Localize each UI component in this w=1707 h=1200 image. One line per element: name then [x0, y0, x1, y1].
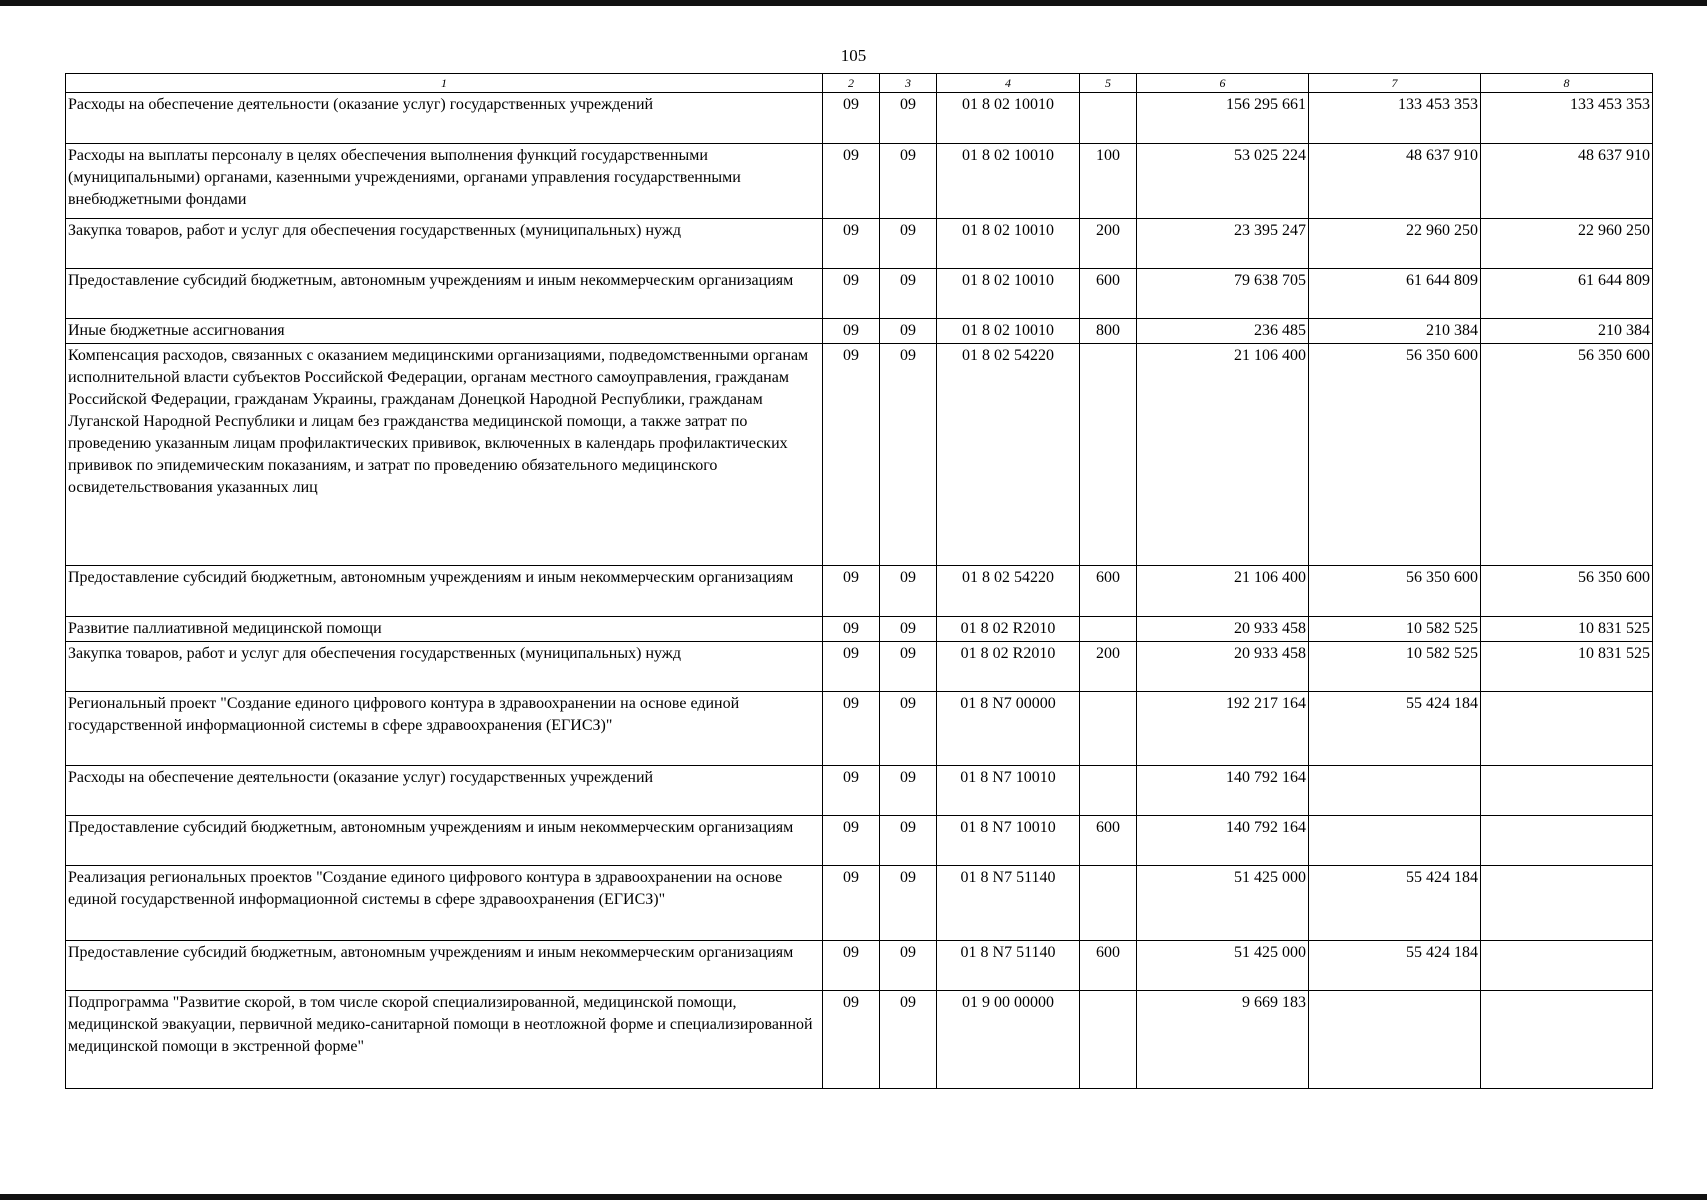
target-article-code: 01 8 02 10010: [937, 144, 1080, 219]
amount-col-7: 133 453 353: [1309, 93, 1481, 144]
target-article-code: 01 8 02 10010: [937, 219, 1080, 269]
expense-type-code: [1080, 617, 1137, 642]
section-code: 09: [823, 344, 880, 566]
amount-col-7: 48 637 910: [1309, 144, 1481, 219]
amount-col-6: 236 485: [1137, 319, 1309, 344]
table-row: [66, 816, 1653, 866]
subsection-code: 09: [880, 319, 937, 344]
subsection-code: 09: [880, 219, 937, 269]
expense-type-code: 600: [1080, 269, 1137, 319]
expense-type-code: 600: [1080, 941, 1137, 991]
amount-col-8: [1481, 692, 1653, 766]
target-article-code: 01 8 N7 10010: [937, 766, 1080, 816]
amount-col-7: [1309, 816, 1481, 866]
expense-name: Расходы на обеспечение деятельности (оказание услуг) государственных учреждений: [66, 93, 823, 144]
amount-col-6: 79 638 705: [1137, 269, 1309, 319]
subsection-code: 09: [880, 816, 937, 866]
amount-col-7: 10 582 525: [1309, 617, 1481, 642]
expense-name: Предоставление субсидий бюджетным, автономным учреждениям и иным некоммерческим организациям: [66, 269, 823, 319]
scan-edge-bottom: [0, 1194, 1707, 1200]
amount-col-6: 140 792 164: [1137, 766, 1309, 816]
section-code: 09: [823, 692, 880, 766]
table-row: [66, 941, 1653, 991]
target-article-code: 01 8 N7 51140: [937, 941, 1080, 991]
amount-col-6: 51 425 000: [1137, 866, 1309, 941]
amount-col-6: 23 395 247: [1137, 219, 1309, 269]
amount-col-8: 210 384: [1481, 319, 1653, 344]
amount-col-8: 10 831 525: [1481, 642, 1653, 692]
target-article-code: 01 8 02 R2010: [937, 617, 1080, 642]
amount-col-7: 61 644 809: [1309, 269, 1481, 319]
amount-col-8: 22 960 250: [1481, 219, 1653, 269]
section-code: 09: [823, 144, 880, 219]
expense-type-code: [1080, 344, 1137, 566]
column-header: 4: [937, 74, 1080, 93]
column-header: 6: [1137, 74, 1309, 93]
amount-col-6: 21 106 400: [1137, 566, 1309, 617]
column-number-row: [66, 74, 1653, 93]
expense-name: Компенсация расходов, связанных с оказанием медицинскими организациями, подведомственными органам исполнительной власти субъектов Российской Федерации, органам местного самоуправления, гражданам Российской Федерации, гражданам Украины, гражданам Донецкой Народной Республики, гражданам Луганской Народной Республики и лицам без гражданства медицинской помощи, а также затрат по проведению указанным лицам профилактических прививок, включенных в календарь профилактических прививок по эпидемическим показаниям, и затрат по проведению обязательного медицинского освидетельствования указанных лиц: [66, 344, 823, 566]
section-code: 09: [823, 866, 880, 941]
section-code: 09: [823, 941, 880, 991]
amount-col-7: 22 960 250: [1309, 219, 1481, 269]
expense-name: Предоставление субсидий бюджетным, автономным учреждениям и иным некоммерческим организациям: [66, 566, 823, 617]
section-code: 09: [823, 642, 880, 692]
target-article-code: 01 8 02 10010: [937, 319, 1080, 344]
subsection-code: 09: [880, 617, 937, 642]
amount-col-7: [1309, 766, 1481, 816]
amount-col-8: [1481, 941, 1653, 991]
expense-name: Подпрограмма "Развитие скорой, в том числе скорой специализированной, медицинской помощи, медицинской эвакуации, первичной медико-санитарной помощи в неотложной форме и специализированной медицинской помощи в экстренной форме": [66, 991, 823, 1089]
target-article-code: 01 8 N7 10010: [937, 816, 1080, 866]
subsection-code: 09: [880, 866, 937, 941]
amount-col-6: 20 933 458: [1137, 617, 1309, 642]
target-article-code: 01 9 00 00000: [937, 991, 1080, 1089]
expense-type-code: [1080, 692, 1137, 766]
expense-type-code: 600: [1080, 566, 1137, 617]
amount-col-6: 192 217 164: [1137, 692, 1309, 766]
target-article-code: 01 8 02 10010: [937, 269, 1080, 319]
table-row: [66, 144, 1653, 219]
amount-col-7: 10 582 525: [1309, 642, 1481, 692]
amount-col-7: 55 424 184: [1309, 866, 1481, 941]
subsection-code: 09: [880, 692, 937, 766]
section-code: 09: [823, 319, 880, 344]
section-code: 09: [823, 991, 880, 1089]
table-row: [66, 766, 1653, 816]
table-row: [66, 991, 1653, 1089]
amount-col-6: 9 669 183: [1137, 991, 1309, 1089]
expense-name: Развитие паллиативной медицинской помощи: [66, 617, 823, 642]
amount-col-8: 61 644 809: [1481, 269, 1653, 319]
expense-type-code: [1080, 866, 1137, 941]
amount-col-8: [1481, 816, 1653, 866]
column-header: 3: [880, 74, 937, 93]
amount-col-8: 133 453 353: [1481, 93, 1653, 144]
column-header: 1: [66, 74, 823, 93]
amount-col-8: [1481, 766, 1653, 816]
amount-col-7: 56 350 600: [1309, 566, 1481, 617]
expense-name: Региональный проект "Создание единого цифрового контура в здравоохранении на основе единой государственной информационной системы в сфере здравоохранения (ЕГИСЗ)": [66, 692, 823, 766]
table-row: [66, 617, 1653, 642]
amount-col-8: [1481, 991, 1653, 1089]
subsection-code: 09: [880, 566, 937, 617]
section-code: 09: [823, 766, 880, 816]
table-row: [66, 219, 1653, 269]
section-code: 09: [823, 816, 880, 866]
amount-col-6: 20 933 458: [1137, 642, 1309, 692]
amount-col-6: 21 106 400: [1137, 344, 1309, 566]
amount-col-7: 55 424 184: [1309, 692, 1481, 766]
target-article-code: 01 8 02 54220: [937, 344, 1080, 566]
section-code: 09: [823, 617, 880, 642]
expense-type-code: [1080, 766, 1137, 816]
section-code: 09: [823, 93, 880, 144]
section-code: 09: [823, 269, 880, 319]
amount-col-8: 10 831 525: [1481, 617, 1653, 642]
amount-col-6: 140 792 164: [1137, 816, 1309, 866]
amount-col-6: 156 295 661: [1137, 93, 1309, 144]
table-row: [66, 269, 1653, 319]
expense-name: Предоставление субсидий бюджетным, автономным учреждениям и иным некоммерческим организациям: [66, 941, 823, 991]
expense-type-code: 600: [1080, 816, 1137, 866]
expense-type-code: 100: [1080, 144, 1137, 219]
expense-type-code: 200: [1080, 219, 1137, 269]
target-article-code: 01 8 02 10010: [937, 93, 1080, 144]
column-header: 2: [823, 74, 880, 93]
subsection-code: 09: [880, 344, 937, 566]
column-header: 5: [1080, 74, 1137, 93]
table-row: [66, 866, 1653, 941]
expense-name: Предоставление субсидий бюджетным, автономным учреждениям и иным некоммерческим организациям: [66, 816, 823, 866]
amount-col-6: 51 425 000: [1137, 941, 1309, 991]
expense-name: Закупка товаров, работ и услуг для обеспечения государственных (муниципальных) нужд: [66, 642, 823, 692]
expense-type-code: [1080, 93, 1137, 144]
subsection-code: 09: [880, 269, 937, 319]
column-header: 8: [1481, 74, 1653, 93]
target-article-code: 01 8 N7 51140: [937, 866, 1080, 941]
table-row: [66, 642, 1653, 692]
expense-name: Иные бюджетные ассигнования: [66, 319, 823, 344]
expense-name: Закупка товаров, работ и услуг для обеспечения государственных (муниципальных) нужд: [66, 219, 823, 269]
column-header: 7: [1309, 74, 1481, 93]
table-row: [66, 692, 1653, 766]
subsection-code: 09: [880, 991, 937, 1089]
amount-col-7: [1309, 991, 1481, 1089]
target-article-code: 01 8 02 R2010: [937, 642, 1080, 692]
scan-edge-top: [0, 0, 1707, 6]
table-row: [66, 319, 1653, 344]
expense-name: Расходы на выплаты персоналу в целях обеспечения выполнения функций государственными (муниципальными) органами, казенными учреждениями, органами управления государственными внебюджетными фондами: [66, 144, 823, 219]
amount-col-6: 53 025 224: [1137, 144, 1309, 219]
expense-type-code: 200: [1080, 642, 1137, 692]
subsection-code: 09: [880, 642, 937, 692]
amount-col-7: 56 350 600: [1309, 344, 1481, 566]
amount-col-8: [1481, 866, 1653, 941]
amount-col-8: 48 637 910: [1481, 144, 1653, 219]
amount-col-7: 210 384: [1309, 319, 1481, 344]
target-article-code: 01 8 02 54220: [937, 566, 1080, 617]
subsection-code: 09: [880, 144, 937, 219]
subsection-code: 09: [880, 766, 937, 816]
expense-type-code: [1080, 991, 1137, 1089]
table-row: [66, 566, 1653, 617]
section-code: 09: [823, 219, 880, 269]
subsection-code: 09: [880, 941, 937, 991]
budget-table: [65, 73, 1653, 1089]
amount-col-8: 56 350 600: [1481, 344, 1653, 566]
amount-col-7: 55 424 184: [1309, 941, 1481, 991]
target-article-code: 01 8 N7 00000: [937, 692, 1080, 766]
expense-name: Расходы на обеспечение деятельности (оказание услуг) государственных учреждений: [66, 766, 823, 816]
amount-col-8: 56 350 600: [1481, 566, 1653, 617]
subsection-code: 09: [880, 93, 937, 144]
expense-name: Реализация региональных проектов "Создание единого цифрового контура в здравоохранении на основе единой государственной информационной системы в сфере здравоохранения (ЕГИСЗ)": [66, 866, 823, 941]
table-row: [66, 344, 1653, 566]
expense-type-code: 800: [1080, 319, 1137, 344]
section-code: 09: [823, 566, 880, 617]
page-number: 105: [840, 46, 867, 65]
table-row: [66, 93, 1653, 144]
